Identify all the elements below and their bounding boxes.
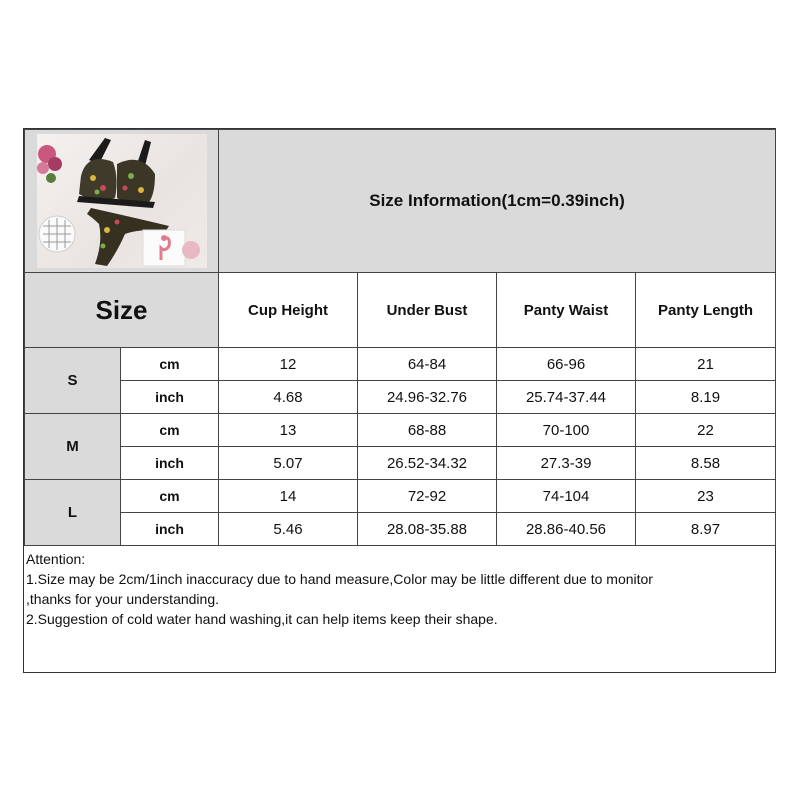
column-header-cup-height: Cup Height [219, 273, 358, 348]
product-photo [37, 134, 207, 268]
unit-label: inch [121, 447, 219, 480]
column-header-panty-waist: Panty Waist [497, 273, 636, 348]
table-cell: 66-96 [497, 348, 636, 381]
table-cell: 22 [636, 414, 776, 447]
table-cell: 21 [636, 348, 776, 381]
table-cell: 5.07 [219, 447, 358, 480]
unit-label: cm [121, 414, 219, 447]
table-cell: 24.96-32.76 [358, 381, 497, 414]
attention-line: 2.Suggestion of cold water hand washing,it can help items keep their shape. [26, 611, 498, 627]
table-cell: 12 [219, 348, 358, 381]
table-cell: 23 [636, 480, 776, 513]
table-row [25, 447, 776, 480]
size-header: Size [25, 273, 219, 348]
table-cell: 28.08-35.88 [358, 513, 497, 546]
unit-label: inch [121, 381, 219, 414]
table-cell: 14 [219, 480, 358, 513]
table-cell: 8.19 [636, 381, 776, 414]
table-row [25, 381, 776, 414]
table-cell: 27.3-39 [497, 447, 636, 480]
table-cell: 64-84 [358, 348, 497, 381]
table-cell: 5.46 [219, 513, 358, 546]
size-label-l: L [25, 480, 121, 546]
table-row [25, 480, 776, 513]
attention-line: 1.Size may be 2cm/1inch inaccuracy due to hand measure,Color may be little different due to monitor [26, 571, 653, 587]
table-cell: 68-88 [358, 414, 497, 447]
table-cell: 28.86-40.56 [497, 513, 636, 546]
product-photo-cell [25, 130, 219, 273]
attention-line: ,thanks for your understanding. [26, 591, 220, 607]
attention-notes [24, 549, 771, 629]
table-cell: 8.97 [636, 513, 776, 546]
unit-label: cm [121, 348, 219, 381]
size-chart [23, 128, 776, 673]
table-cell: 74-104 [497, 480, 636, 513]
table-cell: 13 [219, 414, 358, 447]
table-row [25, 348, 776, 381]
unit-label: cm [121, 480, 219, 513]
table-cell: 25.74-37.44 [497, 381, 636, 414]
attention-heading: Attention: [26, 551, 86, 567]
size-table [24, 129, 776, 546]
page-title: Size Information(1cm=0.39inch) [219, 130, 776, 273]
unit-label: inch [121, 513, 219, 546]
table-cell: 72-92 [358, 480, 497, 513]
table-cell: 4.68 [219, 381, 358, 414]
column-header-under-bust: Under Bust [358, 273, 497, 348]
size-label-m: M [25, 414, 121, 480]
table-cell: 26.52-34.32 [358, 447, 497, 480]
table-row [25, 513, 776, 546]
column-header-panty-length: Panty Length [636, 273, 776, 348]
table-row [25, 414, 776, 447]
size-label-s: S [25, 348, 121, 414]
table-cell: 8.58 [636, 447, 776, 480]
table-cell: 70-100 [497, 414, 636, 447]
